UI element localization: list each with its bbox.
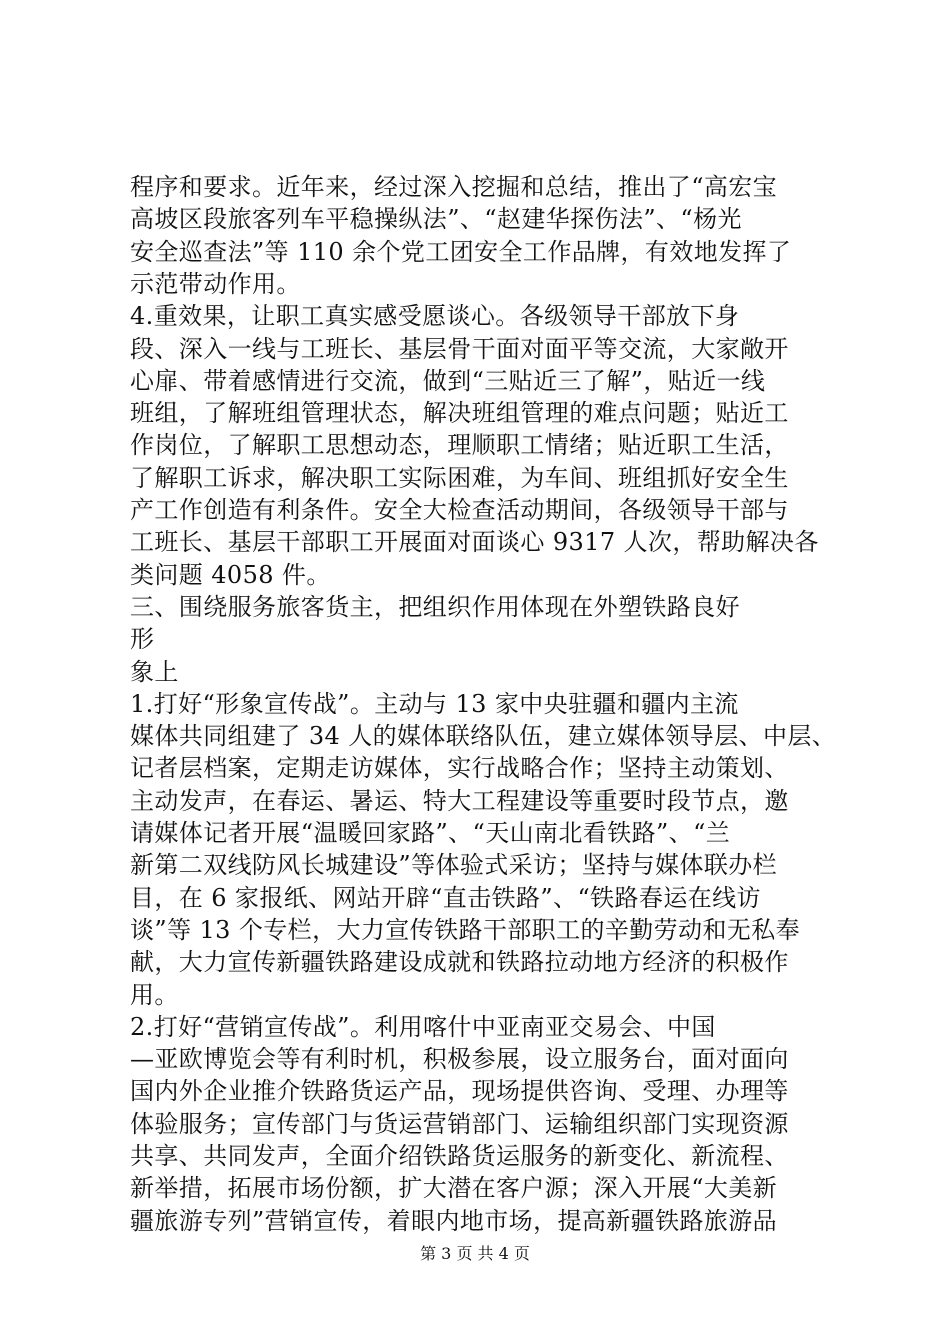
text-line: 安全巡查法”等 110 余个党工团安全工作品牌，有效地发挥了 (130, 237, 792, 266)
text-line: 媒体共同组建了 34 人的媒体联络队伍，建立媒体领导层、中层、 (130, 722, 837, 751)
text-line: 段、深入一线与工班长、基层骨干面对面平等交流，大家敞开 (130, 334, 789, 363)
text-line: 国内外企业推介铁路货运产品，现场提供咨询、受理、办理等 (130, 1077, 789, 1106)
section-heading: 形 (130, 625, 155, 654)
text-line: 疆旅游专列”营销宣传，着眼内地市场，提高新疆铁路旅游品 (130, 1206, 778, 1235)
text-line: 班组，了解班组管理状态，解决班组管理的难点问题；贴近工 (130, 399, 789, 428)
text-line: 目，在 6 家报纸、网站开辟“直击铁路”、“铁路春运在线访 (130, 883, 761, 912)
text-line: 献，大力宣传新疆铁路建设成就和铁路拉动地方经济的积极作 (130, 948, 789, 977)
text-line: 请媒体记者开展“温暖回家路”、“天山南北看铁路”、“兰 (130, 819, 731, 847)
text-line: 2.打好“营销宣传战”。利用喀什中亚南亚交易会、中国 (130, 1012, 716, 1041)
text-line: 了解职工诉求，解决职工实际困难，为车间、班组抓好安全生 (130, 463, 789, 492)
page-number-footer: 第 3 页 共 4 页 (420, 1244, 530, 1263)
text-line: 新举措，拓展市场份额，扩大潜在客户源；深入开展“大美新 (130, 1174, 778, 1203)
text-line: 程序和要求。近年来，经过深入挖掘和总结，推出了“高宏宝 (130, 173, 778, 201)
text-line: 主动发声，在春运、暑运、特大工程建设等重要时段节点，邀 (130, 786, 789, 815)
text-line: 记者层档案，定期走访媒体，实行战略合作；坚持主动策划、 (130, 754, 789, 783)
text-line: 体验服务；宣传部门与货运营销部门、运输组织部门实现资源 (130, 1109, 789, 1138)
section-heading: 象上 (130, 657, 179, 686)
text-line: 类问题 4058 件。 (130, 560, 331, 589)
text-line: 用。 (130, 980, 179, 1009)
text-line: 高坡区段旅客列车平稳操纵法”、“赵建华探伤法”、“杨光 (130, 205, 742, 234)
text-line: 4.重效果，让职工真实感受愿谈心。各级领导干部放下身 (130, 302, 740, 331)
text-line: 新第二双线防风长城建设”等体验式采访；坚持与媒体联办栏 (130, 851, 778, 880)
section-heading: 三、围绕服务旅客货主，把组织作用体现在外塑铁路良好 (130, 592, 740, 621)
text-line: 心扉、带着感情进行交流，做到“三贴近三了解”，贴近一线 (130, 366, 766, 395)
text-line: 作岗位，了解职工思想动态，理顺职工情绪；贴近职工生活， (130, 431, 789, 460)
text-line: 谈”等 13 个专栏，大力宣传铁路干部职工的辛勤劳动和无私奉 (130, 915, 801, 944)
text-line: 产工作创造有利条件。安全大检查活动期间，各级领导干部与 (130, 496, 789, 524)
text-line: 共享、共同发声，全面介绍铁路货运服务的新变化、新流程、 (130, 1142, 789, 1170)
text-line: —亚欧博览会等有利时机，积极参展，设立服务台，面对面向 (130, 1045, 789, 1074)
text-line: 示范带动作用。 (130, 269, 301, 298)
text-line: 1.打好“形象宣传战”。主动与 13 家中央驻疆和疆内主流 (130, 689, 739, 718)
text-line: 工班长、基层干部职工开展面对面谈心 9317 人次，帮助解决各 (130, 528, 819, 557)
